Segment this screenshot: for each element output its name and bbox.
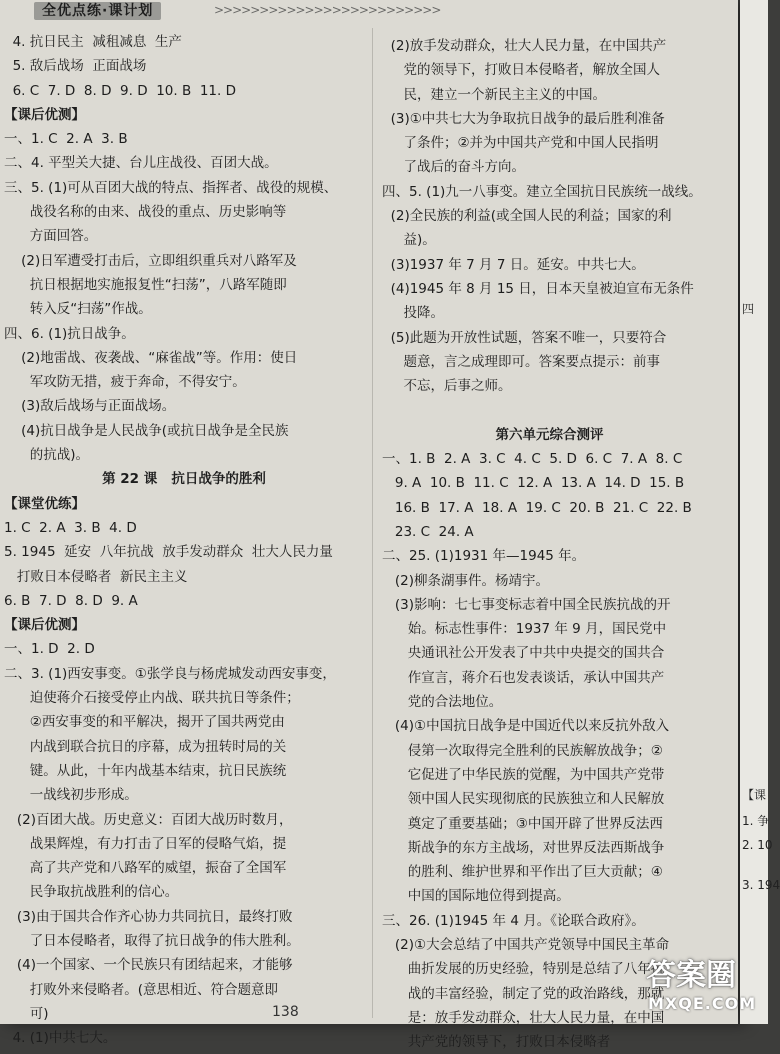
answer-line: 打败日本侵略者 新民主主义: [4, 568, 188, 585]
answer-line: 不忘，后事之师。: [382, 378, 512, 395]
answer-line: 一、1. C 2. A 3. B: [4, 131, 128, 148]
answer-line: 转入反“扫荡”作战。: [4, 301, 152, 318]
answer-line: 三、5. (1)可从百团大战的特点、指挥者、战役的规模、: [4, 179, 338, 196]
answer-line: (3)①中共七大为争取抗日战争的最后胜利准备: [382, 110, 665, 127]
answer-line: 侵第一次取得完全胜利的民族解放战争；②: [382, 742, 663, 759]
answer-line: (3)影响：七七事变标志着中国全民族抗战的开: [382, 596, 671, 613]
answer-line: 9. A 10. B 11. C 12. A 13. A 14. D 15. B: [382, 475, 685, 492]
answer-line: 题意，言之成理即可。答案要点提示：前事: [382, 353, 660, 370]
answer-line: 1. C 2. A 3. B 4. D: [4, 519, 137, 536]
answer-line: 斯战争的东方主战场，对世界反法西斯战争: [382, 839, 665, 856]
answer-line: 央通讯社公开发表了中共中央提交的国共合: [382, 645, 665, 662]
section-label: 【课堂优练】: [4, 495, 85, 512]
answer-line: 四、5. (1)九一八事变。建立全国抗日民族统一战线。: [382, 183, 702, 200]
page-header: [26, 0, 441, 22]
answer-line: 一战线初步形成。: [4, 787, 138, 804]
answer-line: 二、25. (1)1931 年—1945 年。: [382, 548, 586, 565]
answer-line: 5. 1945 延安 八年抗战 放手发动群众 壮大人民力量: [4, 544, 333, 561]
answer-line: 一、1. D 2. D: [4, 641, 95, 658]
answer-line: 键。从此，十年内战基本结束，抗日民族统: [4, 762, 287, 779]
lesson-heading: 第 22 课 抗日战争的胜利: [102, 471, 266, 488]
section-label: 【课后优测】: [4, 617, 85, 634]
answer-line: 战果辉煌，有力打击了日军的侵略气焰，提: [4, 835, 287, 852]
next-page-fragment: 1. 争: [742, 814, 770, 828]
answer-line: (4)1945 年 8 月 15 日，日本天皇被迫宣布无条件: [382, 280, 694, 297]
answer-line: (3)由于国共合作齐心协力共同抗日，最终打败: [4, 908, 293, 925]
answer-line: 方面回答。: [4, 228, 98, 245]
answer-line: 中国的国际地位得到提高。: [382, 888, 570, 905]
watermark-logo: [640, 950, 765, 1020]
answer-line: ②西安事变的和平解决，揭开了国共两党由: [4, 714, 285, 731]
answer-line: 是：放手发动群众，壮大人民力量，在中国: [382, 1009, 665, 1026]
answer-line: [382, 398, 717, 422]
answer-line: 益)。: [382, 232, 436, 249]
answer-line: 23. C 24. A: [382, 523, 474, 540]
answer-line: (2)放手发动群众，壮大人民力量，在中国共产: [382, 38, 667, 54]
answer-line: (3)敌后战场与正面战场。: [4, 398, 176, 415]
answer-line: 一、1. B 2. A 3. C 4. C 5. D 6. C 7. A 8. C: [382, 451, 683, 468]
section-label: 【课后优测】: [4, 106, 85, 123]
answer-line: 了战后的奋斗方向。: [382, 159, 525, 176]
answer-line: 领中国人民实现彻底的民族独立和人民解放: [382, 791, 665, 808]
answer-line: 抗日根据地实施报复性“扫荡”，八路军随即: [4, 276, 287, 293]
answer-line: 了日本侵略者，取得了抗日战争的伟大胜利。: [4, 932, 300, 949]
answer-line: 了条件；②并为中国共产党和中国人民指明: [382, 135, 659, 152]
watermark-title: 答案圈: [646, 958, 736, 993]
answer-line: (2)百团大战。历史意义：百团大战历时数月，: [4, 811, 293, 828]
answer-line: (2)①大会总结了中国共产党领导中国民主革命: [382, 936, 670, 953]
answer-line: 民，建立一个新民主主义的中国。: [382, 86, 606, 103]
answer-line: 高了共产党和八路军的威望，振奋了全国军: [4, 860, 287, 877]
answer-line: 党的合法地位。: [382, 694, 503, 711]
answer-line: 6. C 7. D 8. D 9. D 10. B 11. D: [4, 82, 236, 99]
answer-line: 6. B 7. D 8. D 9. A: [4, 592, 138, 609]
answer-line: 民争取抗战胜利的信心。: [4, 884, 179, 901]
answer-line: (3)1937 年 7 月 7 日。延安。中共七大。: [382, 256, 645, 273]
next-page-fragment: 【课: [742, 788, 767, 802]
lesson-heading: 第六单元综合测评: [495, 426, 604, 443]
watermark-url: MXQE.COM: [648, 994, 757, 1013]
column-divider: [372, 28, 373, 1018]
answer-line: 的抗战)。: [4, 447, 90, 464]
answer-line: 共产党的领导下，打败日本侵略者: [382, 1034, 611, 1051]
answer-line: 战役名称的由来、战役的重点、历史影响等: [4, 204, 287, 221]
answer-line: 5. 敌后战场 正面战场: [4, 58, 147, 75]
answer-line: 打败外来侵略者。(意思相近、符合题意即: [4, 981, 279, 998]
answer-line: (4)①中国抗日战争是中国近代以来反抗外敌入: [382, 718, 670, 735]
answer-line: 4. 抗日民主 减租减息 生产: [4, 34, 182, 50]
answer-line: 曲折发展的历史经验，特别是总结了八年抗: [382, 961, 665, 978]
answer-line: 投降。: [382, 305, 444, 322]
answer-line: 四、6. (1)抗日战争。: [4, 325, 135, 342]
left-column: [4, 30, 364, 1050]
answer-line: 三、26. (1)1945 年 4 月。《论联合政府》。: [382, 912, 645, 929]
answer-line: 4. (1)中共七大。: [4, 1030, 117, 1047]
right-column: [382, 34, 717, 1054]
answer-line: 军攻防无措，疲于奔命，不得安宁。: [4, 374, 246, 391]
answer-line: (2)全民族的利益(或全国人民的利益；国家的利: [382, 208, 672, 225]
answer-line: 16. B 17. A 18. A 19. C 20. B 21. C 22. B: [382, 499, 692, 516]
answer-line: 它促进了中华民族的觉醒，为中国共产党带: [382, 766, 665, 783]
answer-line: 作宣言，蒋介石也发表谈话，承认中国共产: [382, 669, 665, 686]
answer-line: 内战到联合抗日的序幕，成为扭转时局的关: [4, 738, 287, 755]
answer-line: (4)抗日战争是人民战争(或抗日战争是全民族: [4, 422, 289, 439]
next-page-edge: [740, 0, 780, 1024]
brand-banner: 全优点练·课计划: [34, 2, 161, 20]
next-page-fragment: 3. 194: [742, 878, 780, 892]
answer-line: 的胜利、维护世界和平作出了巨大贡献；④: [382, 864, 663, 881]
answer-line: 战的丰富经验，制定了党的政治路线，那就: [382, 985, 665, 1002]
answer-line: 党的领导下，打败日本侵略者，解放全国人: [382, 62, 660, 79]
answer-line: (4)一个国家、一个民族只有团结起来，才能够: [4, 957, 293, 974]
answer-line: (2)柳条湖事件。杨靖宇。: [382, 572, 549, 589]
answer-line: 二、3. (1)西安事变。①张学良与杨虎城发动西安事变，: [4, 665, 336, 682]
answer-line: 始。标志性事件：1937 年 9 月，国民党中: [382, 621, 667, 638]
answer-line: 二、4. 平型关大捷、台儿庄战役、百团大战。: [4, 155, 278, 172]
next-page-fragment: 2. 10: [742, 838, 773, 852]
header-chevrons: >>>>>>>>>>>>>>>>>>>>>>>>>: [214, 3, 441, 17]
answer-line: (2)日军遭受打击后，立即组织重兵对八路军及: [4, 252, 297, 269]
answer-line: 奠定了重要基础；③中国开辟了世界反法西: [382, 815, 663, 832]
answer-line: (2)地雷战、夜袭战、“麻雀战”等。作用：使日: [4, 349, 298, 366]
answer-line: (5)此题为开放性试题，答案不唯一，只要符合: [382, 329, 667, 346]
answer-line: 迫使蒋介石接受停止内战、联共抗日等条件；: [4, 690, 300, 707]
answer-line: 可): [4, 1005, 49, 1022]
next-page-fragment: 四: [742, 302, 755, 316]
page-number: 138: [272, 1004, 299, 1020]
